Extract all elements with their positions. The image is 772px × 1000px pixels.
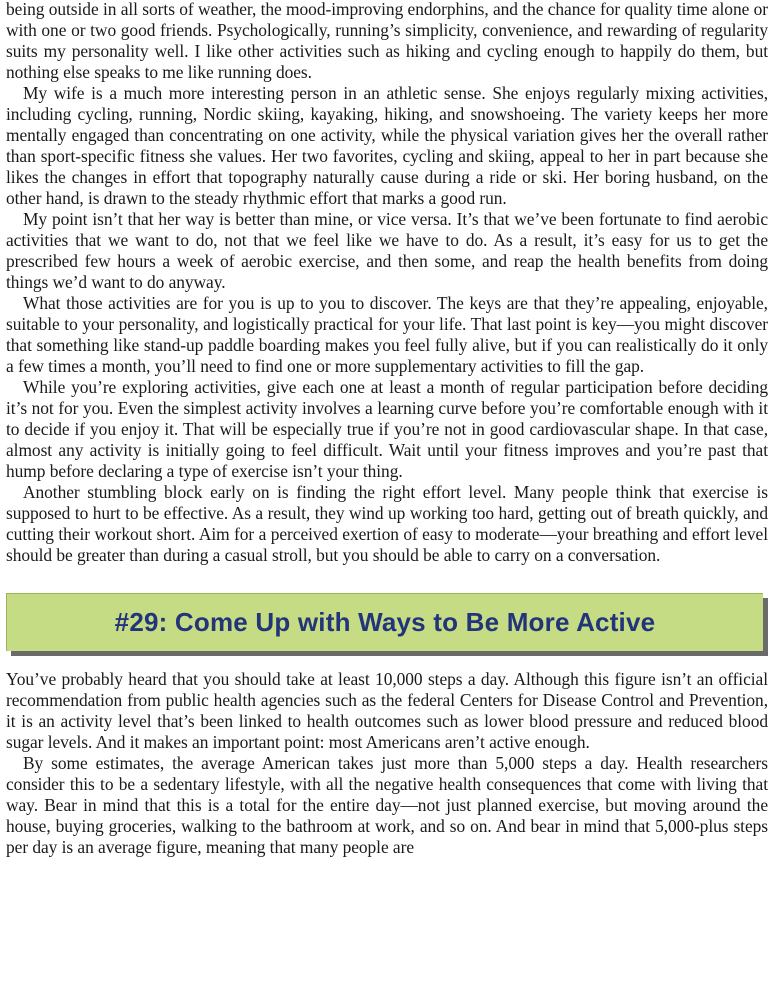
paragraph-discover-activities: What those activities are for you is up to you to discover. The keys are that they’re appealing, enjoyable, suitable to your personality, and logistically practical for your life. That last point is key—you might discover that something like stand-up paddle boarding makes you feel fully alive, but if you can realistically do it only a few times a month, you’ll need to find one or more supplementary activities to fill the gap. [6,293,768,376]
paragraph-exploring-activities: While you’re exploring activities, give each one at least a month of regular participation before deciding it’s not for you. Even the simplest activity involves a learning curve before you’re comfortable enough with it to decide if you enjoy it. That will be especially true if you’re not in good cardiovascular shape. In that case, almost any activity is initially going to feel difficult. Wait until your fitness improves and you’re past that hump before declaring a type of exercise isn’t your thing. [6,377,768,481]
paragraph-point: My point isn’t that her way is better than mine, or vice versa. It’s that we’ve been fortunate to find aerobic activities that we want to do, not that we feel like we have to do. As a result, it’s easy for us to get the prescribed few hours a week of aerobic exercise, and then some, and reap the health benefits from doing things we’d want to do anyway. [6,209,768,292]
paragraph-steps-intro: You’ve probably heard that you should take at least 10,000 steps a day. Although this figure isn’t an official recommendation from public health agencies such as the federal Centers for Disease Control and Prevention, it is an activity level that’s been linked to health outcomes such as lower blood pressure and reduced blood sugar levels. And it makes an important point: most Americans aren’t active enough. [6,669,768,752]
paragraph-average-steps: By some estimates, the average American takes just more than 5,000 steps a day. Health researchers consider this to be a sedentary lifestyle, with all the negative health consequences that come with living that way. Bear in mind that this is a total for the entire day—not just planned exercise, but moving around the house, buying groceries, walking to the bathroom at work, and so on. And bear in mind that 5,000-plus steps per day is an average figure, meaning that many people are [6,753,768,857]
paragraph-continued: being outside in all sorts of weather, the mood-improving endorphins, and the chance for quality time alone or with one or two good friends. Psychologically, running’s simplicity, convenience, and rewarding of regularity suits my personality well. I like other activities such as hiking and cycling enough to happily do them, but nothing else speaks to me like running does. [6,0,768,82]
paragraph-wife-activities: My wife is a much more interesting person in an athletic sense. She enjoys regularly mixing activities, including cycling, running, Nordic skiing, kayaking, hiking, and snowshoeing. The variety keeps her more mentally engaged than concentrating on one activity, while the physical variation gives her the overall rather than sport-specific fitness she values. Her two favorites, cycling and skiing, appeal to her in part because she likes the changes in effort that topography naturally cause during a ride or ski. Her boring husband, on the other hand, is drawn to the steady rhythmic effort that marks a good run. [6,83,768,208]
paragraph-effort-level: Another stumbling block early on is finding the right effort level. Many people think that exercise is supposed to hurt to be effective. As a result, they wind up working too hard, getting out of breath quickly, and cutting their workout short. Aim for a perceived exertion of easy to moderate—your breathing and effort level should be greater than during a casual stroll, but you should be able to carry on a conversation. [6,482,768,565]
section-title: #29: Come Up with Ways to Be More Active [114,607,656,637]
section-banner [6,593,763,651]
book-page [6,0,768,858]
